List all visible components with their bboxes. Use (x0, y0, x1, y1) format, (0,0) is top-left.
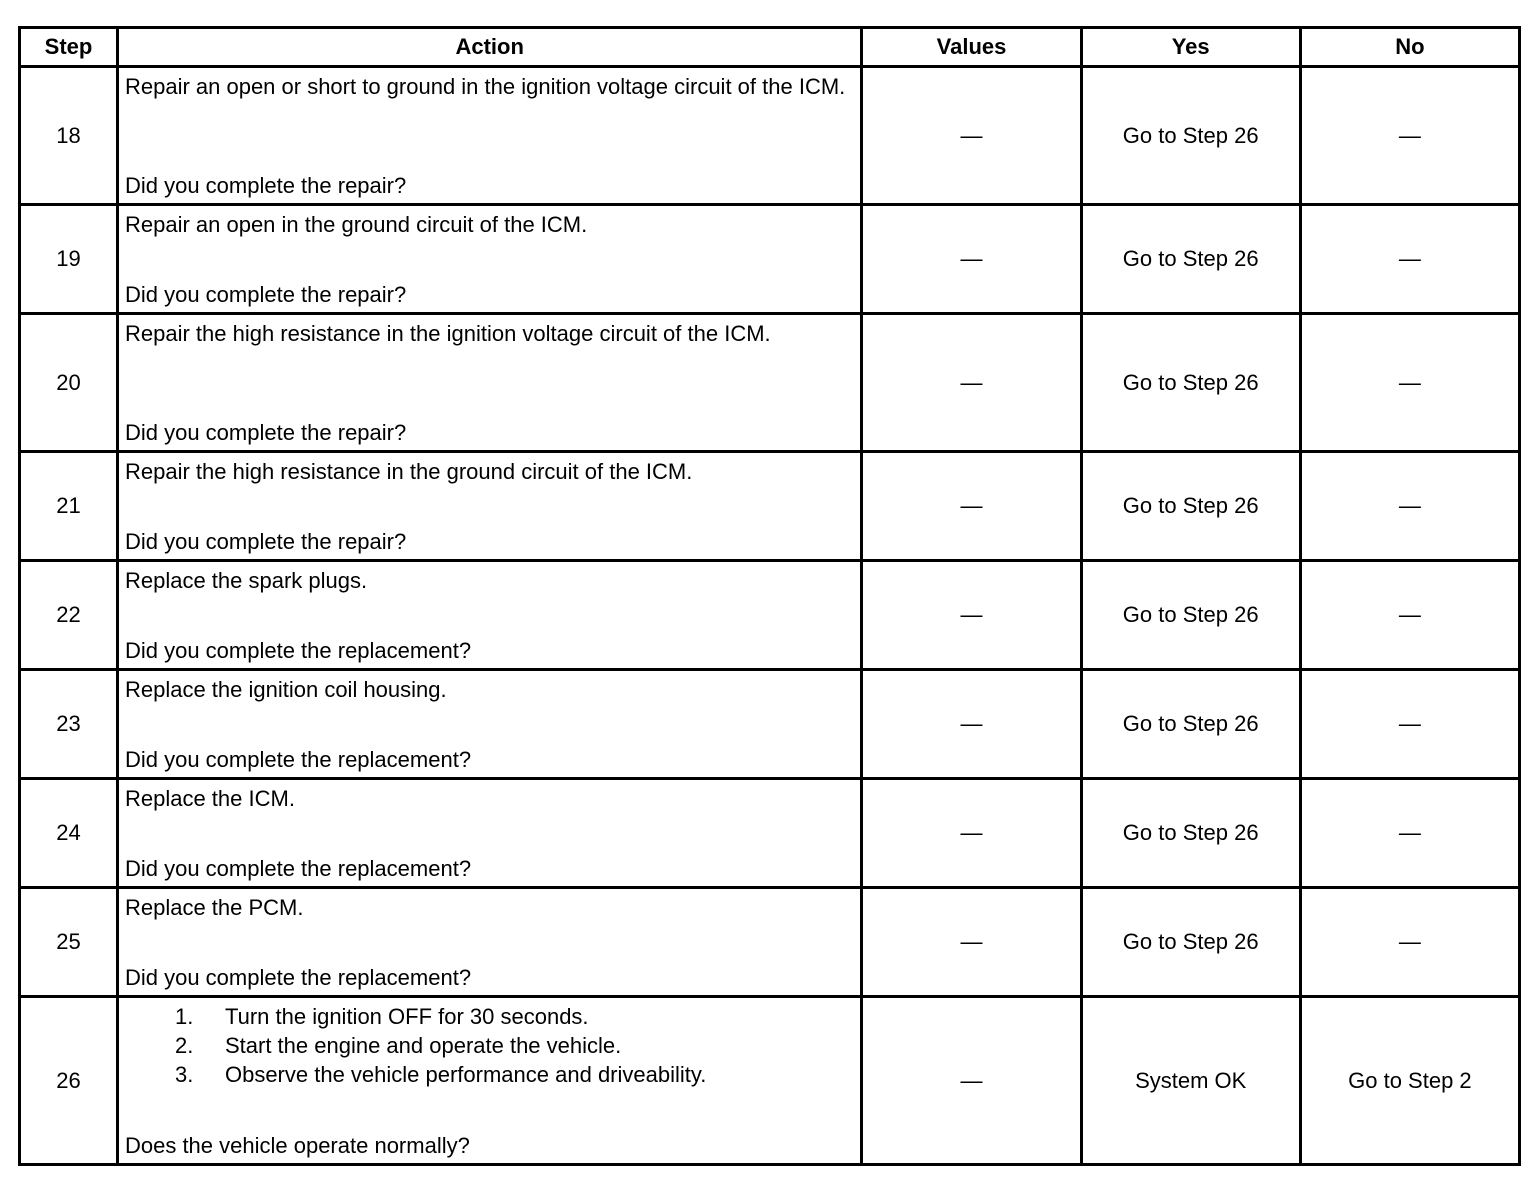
action-cell (117, 67, 861, 205)
yes-cell: System OK (1081, 997, 1300, 1165)
table-row (20, 561, 1520, 670)
header-action: Action (117, 28, 861, 67)
action-text: Replace the spark plugs. (124, 568, 368, 593)
list-item (125, 1002, 854, 1031)
yes-cell: Go to Step 26 (1081, 205, 1300, 314)
action-question: Did you complete the repair? (124, 529, 407, 554)
action-text: Repair the high resistance in the ignition voltage circuit of the ICM. (124, 321, 771, 346)
list-item-text: Turn the ignition OFF for 30 seconds. (224, 1004, 589, 1029)
step-number: 23 (20, 670, 118, 779)
yes-cell: Go to Step 26 (1081, 888, 1300, 997)
header-no: No (1300, 28, 1519, 67)
list-item-number: 1. (174, 1004, 194, 1029)
action-question: Did you complete the replacement? (124, 638, 472, 663)
yes-cell: Go to Step 26 (1081, 779, 1300, 888)
step-number: 21 (20, 452, 118, 561)
action-question: Did you complete the replacement? (124, 856, 472, 881)
no-cell: — (1300, 670, 1519, 779)
values-cell: — (862, 452, 1081, 561)
table-row (20, 452, 1520, 561)
table-row (20, 314, 1520, 452)
no-cell: — (1300, 452, 1519, 561)
yes-cell: Go to Step 26 (1081, 452, 1300, 561)
table-row (20, 888, 1520, 997)
no-cell: Go to Step 2 (1300, 997, 1519, 1165)
action-cell (117, 561, 861, 670)
step-number: 22 (20, 561, 118, 670)
step-number: 20 (20, 314, 118, 452)
action-text: Replace the ignition coil housing. (124, 677, 447, 702)
step-number: 26 (20, 997, 118, 1165)
yes-cell: Go to Step 26 (1081, 314, 1300, 452)
action-question: Did you complete the repair? (124, 173, 407, 198)
values-cell: — (862, 205, 1081, 314)
action-cell (117, 779, 861, 888)
action-cell (117, 997, 861, 1165)
diagnostic-steps-table (18, 26, 1521, 1166)
list-item (125, 1060, 854, 1089)
list-item-text: Start the engine and operate the vehicle. (224, 1033, 622, 1058)
values-cell: — (862, 888, 1081, 997)
header-values: Values (862, 28, 1081, 67)
step-number: 24 (20, 779, 118, 888)
yes-cell: Go to Step 26 (1081, 67, 1300, 205)
action-cell (117, 888, 861, 997)
action-question: Did you complete the replacement? (124, 747, 472, 772)
table-row (20, 670, 1520, 779)
values-cell: — (862, 997, 1081, 1165)
action-question: Did you complete the repair? (124, 282, 407, 307)
no-cell: — (1300, 779, 1519, 888)
table-row (20, 67, 1520, 205)
list-item (125, 1031, 854, 1060)
no-cell: — (1300, 888, 1519, 997)
numbered-instructions (125, 998, 854, 1089)
no-cell: — (1300, 314, 1519, 452)
no-cell: — (1300, 561, 1519, 670)
action-cell (117, 205, 861, 314)
step-number: 18 (20, 67, 118, 205)
action-question: Does the vehicle operate normally? (124, 1133, 470, 1158)
values-cell: — (862, 67, 1081, 205)
action-text: Repair an open in the ground circuit of the ICM. (124, 212, 588, 237)
table-row (20, 997, 1520, 1165)
values-cell: — (862, 314, 1081, 452)
no-cell: — (1300, 205, 1519, 314)
action-cell (117, 452, 861, 561)
action-text: Repair the high resistance in the ground circuit of the ICM. (124, 459, 693, 484)
action-text: Replace the PCM. (124, 895, 304, 920)
values-cell: — (862, 779, 1081, 888)
table-row (20, 205, 1520, 314)
header-yes: Yes (1081, 28, 1300, 67)
list-item-number: 2. (174, 1033, 194, 1058)
values-cell: — (862, 670, 1081, 779)
list-item-number: 3. (174, 1062, 194, 1087)
yes-cell: Go to Step 26 (1081, 561, 1300, 670)
list-item-text: Observe the vehicle performance and driveability. (224, 1062, 707, 1087)
action-cell (117, 314, 861, 452)
action-question: Did you complete the replacement? (124, 965, 472, 990)
action-text: Repair an open or short to ground in the ignition voltage circuit of the ICM. (124, 74, 846, 99)
table-header-row (20, 28, 1520, 67)
table-row (20, 779, 1520, 888)
values-cell: — (862, 561, 1081, 670)
no-cell: — (1300, 67, 1519, 205)
action-cell (117, 670, 861, 779)
step-number: 25 (20, 888, 118, 997)
step-number: 19 (20, 205, 118, 314)
header-step: Step (20, 28, 118, 67)
yes-cell: Go to Step 26 (1081, 670, 1300, 779)
action-text: Replace the ICM. (124, 786, 295, 811)
action-question: Did you complete the repair? (124, 420, 407, 445)
